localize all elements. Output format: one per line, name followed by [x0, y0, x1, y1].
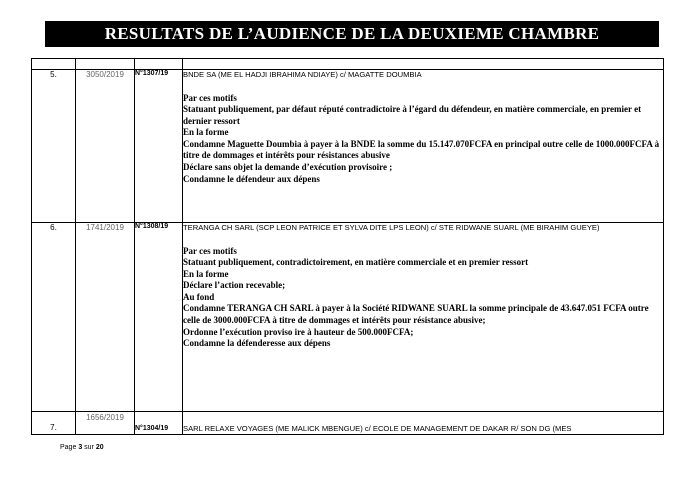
row-reference: 1741/2019 — [76, 223, 135, 412]
case-parties: TERANGA CH SARL (SCP LEON PATRICE ET SYLVA DITE LPS LEON) c/ STE RIDWANE SUARL (ME BIRAHIM GUEYE) — [183, 223, 600, 232]
ruling-line: Statuant publiquement, contradictoirement, en matière commerciale et en premier ressort — [183, 257, 529, 268]
ruling-line: Condamne le défendeur aux dépens — [183, 173, 320, 184]
table-header-row — [32, 59, 664, 70]
row-number: 6. — [32, 223, 76, 412]
ruling-line: En la forme — [183, 127, 229, 138]
header-cell — [183, 59, 664, 70]
ruling-line: Déclare sans objet la demande d’exécution provisoire ; — [183, 162, 393, 173]
table-row — [32, 223, 664, 412]
row-number: 5. — [32, 70, 76, 223]
page-number: 3 — [78, 444, 83, 451]
ruling-line: Par ces motifs — [183, 92, 237, 103]
results-table — [31, 58, 664, 435]
row-reference: 1656/2019 — [76, 412, 135, 435]
page-word: Page — [60, 444, 77, 451]
case-parties: SARL RELAXE VOYAGES (ME MALICK MBENGUE) c/ ECOLE DE MANAGEMENT DE DAKAR R/ SON DG (MES — [183, 424, 572, 433]
header-cell — [76, 59, 135, 70]
ruling-line: Par ces motifs — [183, 245, 237, 256]
ruling-line: Condamne TERANGA CH SARL à payer à la Société RIDWANE SUARL la somme principale de 43.647.051 FCFA outre celle de 3000.000FCFA à titre de dommages et intérêts pour résistance abusive; — [183, 303, 649, 326]
ruling-line: Ordonne l’exécution proviso ire à hauteur de 500.000FCFA; — [183, 326, 414, 337]
page-sur: sur — [84, 444, 94, 451]
case-details — [183, 412, 664, 435]
page-footer — [60, 444, 104, 451]
table-row — [32, 412, 664, 435]
ruling-line: Déclare l’action recevable; — [183, 280, 286, 291]
page-total: 20 — [95, 444, 104, 451]
ruling-line: En la forme — [183, 268, 229, 279]
table-row — [32, 70, 664, 223]
ruling-line: Condamne la défenderesse aux dépens — [183, 338, 331, 349]
header-cell — [135, 59, 183, 70]
case-number: N°1307/19 — [135, 70, 183, 223]
row-reference: 3050/2019 — [76, 70, 135, 223]
ruling-line: Au fond — [183, 291, 215, 302]
case-number: N°1304/19 — [135, 412, 183, 435]
case-parties: BNDE SA (ME EL HADJI IBRAHIMA NDIAYE) c/ MAGATTE DOUMBIA — [183, 70, 422, 79]
header-cell — [32, 59, 76, 70]
row-number: 7. — [32, 412, 76, 435]
case-details — [183, 223, 664, 412]
ruling-line: Statuant publiquement, par défaut réputé contradictoire à l’égard du défendeur, en matière commerciale, en premier et dernier ressort — [183, 104, 642, 126]
page-banner: RESULTATS DE L’AUDIENCE DE LA DEUXIEME CHAMBRE — [45, 21, 659, 47]
ruling-line: Condamne Maguette Doumbia à payer à la BNDE la somme du 15.147.070FCFA en principal outre celle de 1000.000FCFA à titre de dommages et intérêts pour résistances abusive — [183, 138, 660, 161]
case-details — [183, 70, 664, 223]
case-number: N°1308/19 — [135, 223, 183, 412]
